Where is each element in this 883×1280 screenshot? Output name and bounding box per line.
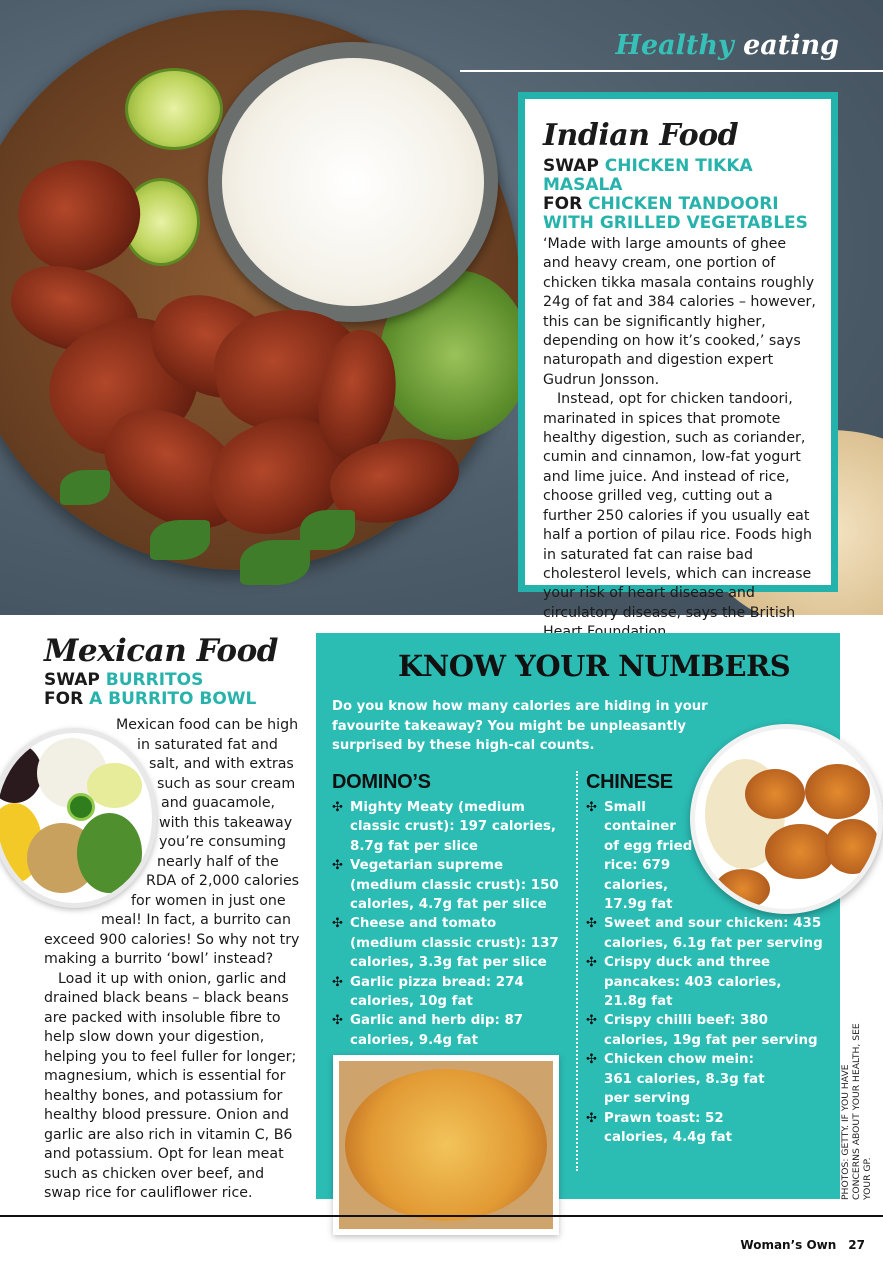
list-item	[586, 914, 826, 953]
dominos-list	[332, 798, 564, 1050]
chicken-piece	[715, 869, 770, 909]
section-tag-healthy: Healthy	[615, 30, 734, 61]
list-item	[332, 973, 564, 1012]
sweet-and-sour-chicken-photo	[690, 724, 883, 914]
bullet-icon: ✣	[332, 974, 343, 990]
mexican-line: are packed with insoluble fibre to	[44, 1009, 281, 1026]
mexican-line: healthy bones, and potassium for	[44, 1087, 283, 1104]
list-item	[586, 953, 786, 1011]
mexican-line: drained black beans – black beans	[44, 990, 289, 1006]
mexican-title: Mexican Food	[44, 633, 278, 669]
swap-word: SWAP	[543, 156, 605, 176]
magazine-name: Woman’s Own	[740, 1238, 837, 1252]
chicken-piece	[825, 819, 880, 874]
bullet-icon: ✣	[586, 916, 597, 932]
bullet-icon: ✣	[332, 858, 343, 874]
for-word: FOR	[44, 689, 90, 709]
list-item	[586, 1011, 826, 1050]
item-text: Prawn toast: 52 calories, 4.4g fat	[604, 1110, 732, 1145]
item-text: Garlic pizza bread: 274 calories, 10g fat	[350, 974, 524, 1010]
bullet-icon: ✣	[586, 1013, 597, 1029]
rice	[222, 58, 484, 306]
item-text: Garlic and herb dip: 87 calories, 9.4g fat	[350, 1013, 524, 1048]
swap-to-continued: WITH GRILLED VEGETABLES	[543, 213, 808, 233]
item-text: Small container of egg fried rice: 679 calories, 17.9g fat	[604, 800, 693, 913]
mexican-line: making a burrito ‘bowl’ instead?	[44, 951, 274, 967]
mexican-swap-heading	[44, 671, 294, 709]
pizza-box	[339, 1061, 553, 1229]
parsley-leaf	[150, 520, 210, 560]
header-rule	[460, 70, 883, 72]
dominos-heading: DOMINO’S	[332, 771, 431, 793]
mexican-line: magnesium, which is essential for	[44, 1068, 286, 1084]
mexican-line: help slow down your digestion,	[44, 1029, 265, 1045]
parsley-leaf	[60, 470, 110, 505]
list-item	[332, 798, 564, 856]
section-tag-eating: eating	[733, 30, 839, 61]
black-beans	[0, 743, 42, 803]
bullet-icon: ✣	[586, 800, 597, 815]
mexican-line: for women in just one	[131, 892, 286, 909]
swap-from: CHICKEN TIKKA MASALA	[543, 156, 753, 195]
bullet-icon: ✣	[332, 800, 343, 815]
list-item	[586, 798, 694, 914]
mexican-line: helping you to feel fuller for longer;	[44, 1048, 297, 1065]
mexican-line: meal! In fact, a burrito can	[101, 912, 291, 928]
indian-title: Indian Food	[543, 118, 739, 153]
mexican-line: salt, and with extras	[149, 756, 294, 772]
for-word: FOR	[543, 194, 589, 214]
bullet-icon: ✣	[586, 1052, 597, 1068]
chinese-heading: CHINESE	[586, 771, 673, 793]
bullet-icon: ✣	[586, 955, 597, 971]
pizza-photo	[333, 1055, 559, 1235]
mexican-line: healthy blood pressure. Onion and	[44, 1107, 289, 1123]
mexican-line: Mexican food can be high	[116, 717, 299, 733]
mexican-line: such as sour cream	[157, 775, 296, 792]
swap-word: SWAP	[44, 670, 106, 690]
item-text: Crispy chilli beef: 380 calories, 19g fat per serving	[604, 1013, 818, 1048]
list-item	[586, 1050, 786, 1108]
page-footer	[728, 1238, 865, 1252]
list-item	[332, 856, 564, 914]
bullet-icon: ✣	[586, 1110, 597, 1126]
list-item	[332, 914, 564, 972]
list-item	[332, 1011, 564, 1050]
lime-slice	[125, 68, 223, 150]
indian-swap-heading	[543, 157, 817, 233]
mexican-line: and guacamole,	[161, 795, 276, 811]
pizza	[345, 1069, 547, 1221]
page-number: 27	[848, 1238, 865, 1252]
mexican-line: with this takeaway	[159, 814, 293, 831]
mexican-line: you’re consuming	[159, 834, 286, 850]
mexican-line: Load it up with onion, garlic and	[58, 970, 287, 987]
mexican-line: such as chicken over beef, and	[44, 1165, 265, 1182]
bullet-icon: ✣	[332, 916, 343, 932]
mexican-line: RDA of 2,000 calories	[146, 873, 300, 889]
dominos-column	[332, 771, 564, 1050]
item-text: Cheese and tomato (medium classic crust): 137 calories, 3.3g fat per slice	[350, 916, 559, 971]
swap-to: CHICKEN TANDOORI	[588, 194, 779, 214]
footer-rule	[0, 1215, 883, 1217]
mexican-line: nearly half of the	[157, 853, 279, 870]
swap-from: BURRITOS	[105, 670, 204, 690]
indian-food-box	[518, 92, 838, 621]
chicken-piece	[745, 769, 805, 819]
section-tag	[615, 30, 839, 61]
indian-body	[543, 235, 817, 643]
mexican-line: in saturated fat and	[137, 736, 278, 753]
mexican-food-section	[44, 633, 294, 709]
bullet-icon: ✣	[332, 1013, 343, 1029]
item-text: Mighty Meaty (medium classic crust): 197 calories, 8.7g fat per slice	[350, 800, 556, 854]
indian-paragraph: Instead, opt for chicken tandoori, marinated in spices that promote healthy digestion, such as coriander, cumin and cinnamon, low-fat yogurt and lime juice. And instead of rice, choose grilled veg, cutting out a further 250 calories if you usually eat half a portion of pilau rice. Foods high in saturated fat can raise bad cholesterol levels, which can increase your risk of heart disease and circulatory disease, says the British	[543, 391, 812, 621]
mexican-line: garlic are also rich in vitamin C, B6	[44, 1126, 293, 1143]
mexican-line: and potassium. Opt for lean meat	[44, 1146, 284, 1162]
list-item	[586, 1109, 786, 1148]
swap-to: A BURRITO BOWL	[89, 689, 257, 709]
mexican-line: swap rice for cauliflower rice.	[44, 1185, 253, 1201]
column-divider	[576, 771, 578, 1171]
item-text: Vegetarian supreme (medium classic crust): 150 calories, 4.7g fat per slice	[350, 858, 559, 913]
item-text: Sweet and sour chicken: 435 calories, 6.1g fat per serving	[604, 916, 823, 951]
indian-paragraph: ‘Made with large amounts of ghee and heavy cream, one portion of chicken tikka masala contains roughly 24g of fat and 384 calories – however, this can be significantly higher, depending on how it’s cooked,’ says naturopath and digestion expert Gudrun Jonsson.	[543, 236, 816, 388]
chicken-piece	[805, 764, 870, 819]
mexican-body	[44, 716, 300, 1204]
parsley-leaf	[300, 510, 355, 550]
photo-credit: PHOTOS: GETTY. IF YOU HAVE CONCERNS ABOUT YOUR HEALTH, SEE YOUR GP.	[840, 1023, 873, 1200]
numbers-title: KNOW YOUR NUMBERS	[398, 649, 791, 683]
item-text: Crispy duck and three pancakes: 403 calories, 21.8g fat	[604, 955, 782, 1010]
numbers-intro: Do you know how many calories are hiding in your favourite takeaway? You might be unpleasantly surprised by these high-cal counts.	[332, 699, 708, 753]
item-text: Chicken chow mein: 361 calories, 8.3g fat per serving	[604, 1052, 765, 1107]
mexican-line: exceed 900 calories! So why not try	[44, 931, 300, 948]
